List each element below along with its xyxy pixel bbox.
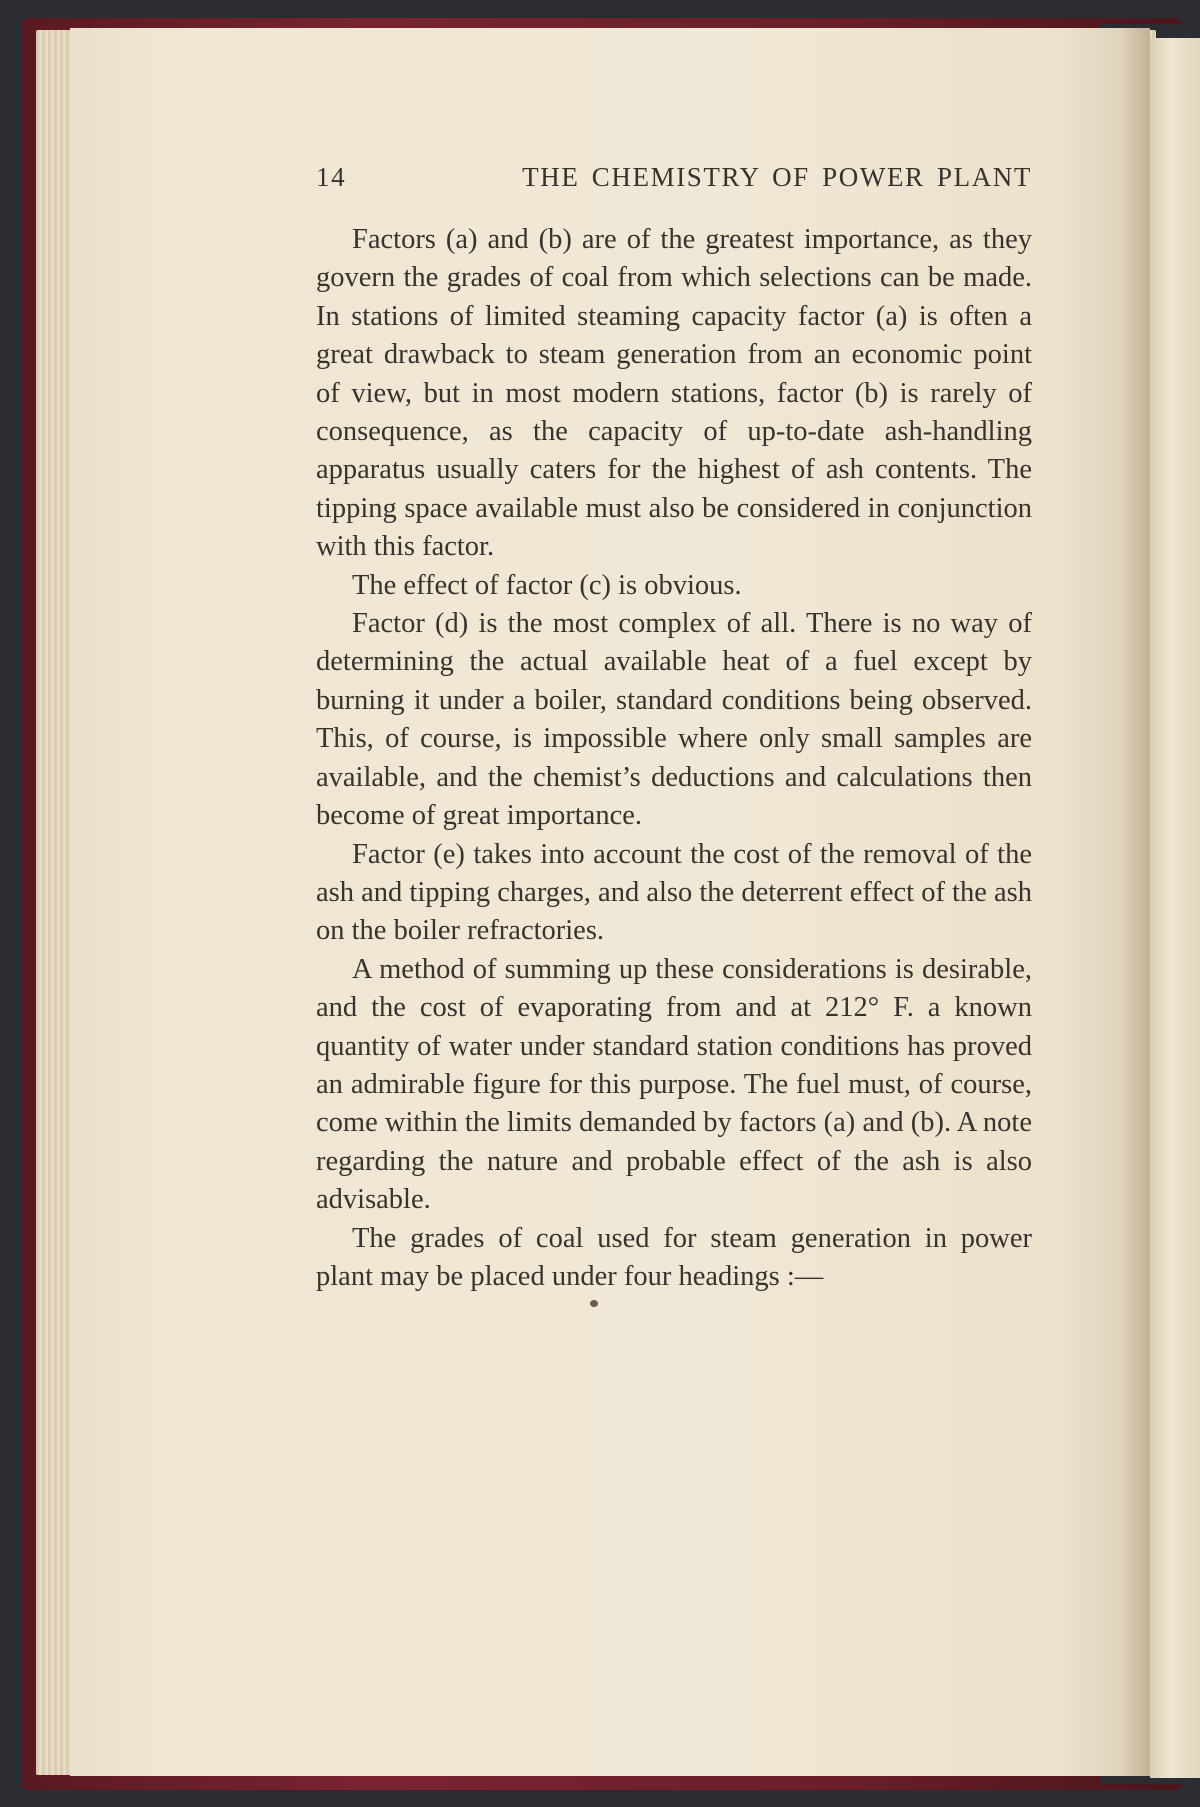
paragraph: The grades of coal used for steam generation in power plant may be placed under four headings :—: [316, 1222, 1032, 1292]
running-head: [316, 157, 1032, 197]
gutter-shadow: [1120, 28, 1150, 1776]
page-number: 14: [316, 162, 347, 192]
paragraph: Factor (d) is the most complex of all. There is no way of determining the actual available heat of a fuel except by burning it under a boiler, standard conditions being observed. This, of course, is impossible where only small samples are available, and the chemist’s deductions and calculations then become of great importance.: [316, 608, 1032, 832]
next-page-edge: [1150, 38, 1200, 1778]
paragraph: The effect of factor (c) is obvious.: [352, 569, 742, 601]
paragraph: Factors (a) and (b) are of the greatest importance, as they govern the grades of coal from which selections can be made. In stations of limited steaming capacity factor (a) is often a great drawback to steam generation from an economic point of view, but in most modern stations, factor (b) is rarely of consequence, as the capacity of up-to-date ash-handling apparatus usually caters for the highest of ash contents. The tipping space available must also be considered in conjunction with this factor.: [316, 224, 1032, 563]
page-text: [316, 157, 1032, 1296]
paragraph: A method of summing up these considerations is desirable, and the cost of evaporating from and at 212° F. a known quantity of water under standard station conditions has proved an admirable figure for this purpose. The fuel must, of course, come within the limits demanded by factors (a) and (b). A note regarding the nature and probable effect of the ash is also advisable.: [316, 953, 1032, 1216]
running-title: THE CHEMISTRY OF POWER PLANT: [522, 162, 1032, 192]
paragraph: Factor (e) takes into account the cost of the removal of the ash and tipping charges, and also the deterrent effect of the ash on the boiler refractories.: [316, 838, 1032, 947]
